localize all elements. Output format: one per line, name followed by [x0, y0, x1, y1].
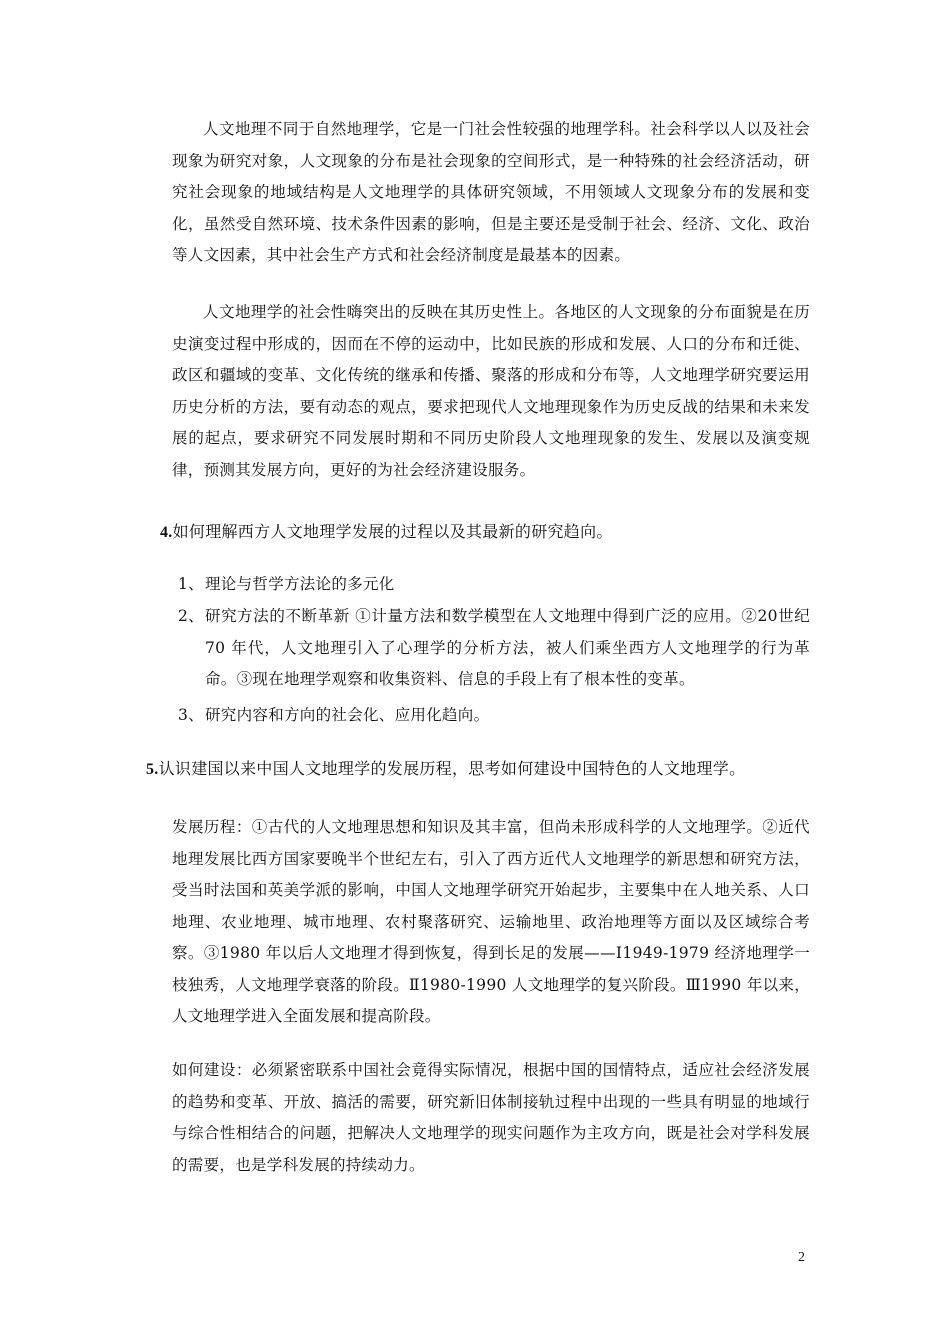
- list-item-number: 2、: [178, 607, 204, 625]
- list-item-2: [178, 601, 810, 696]
- question-4-number: 4.: [160, 524, 173, 541]
- paragraph-how-to-build: 如何建设：必须紧密联系中国社会竟得实际情况，根据中国的国情特点，适应社会经济发展的趋势和变革、开放、搞活的需要，研究新旧体制接轨过程中出现的一些具有明显的地域行与综合性相结合的问题，把解决人文地理学的现实问题作为主攻方向，既是社会对学科发展的需要，也是学科发展的持续动力。: [172, 1061, 810, 1174]
- question-5: [146, 755, 745, 784]
- list-item-1: [178, 569, 810, 601]
- list-item-text: 研究方法的不断革新 ①计量方法和数学模型在人文地理中得到广泛的应用。②20世纪 70 年代，人文地理引入了心理学的分析方法，被人们乘坐西方人文地理学的行为革命。③现在地理学观察和收集资料、信息的手段上有了根本性的变革。: [205, 607, 810, 688]
- paragraph-development-history: 发展历程：①古代的人文地理思想和知识及其丰富，但尚未形成科学的人文地理学。②近代地理发展比西方国家要晚半个世纪左右，引入了西方近代人文地理学的新思想和研究方法，受当时法国和英美学派的影响，中国人文地理学研究开始起步，主要集中在人地关系、人口地理、农业地理、城市地理、农村聚落研究、运输地里、政治地理等方面以及区域综合考察。③1980 年以后人文地理才得到恢复，得到长足的发展——Ⅰ1949-1979 经济地理学一枝独秀，人文地理学衰落的阶段。Ⅱ1980-1990 人文地理学的复兴阶段。Ⅲ1990 年以来，人文地理学进入全面发展和提高阶段。: [172, 818, 811, 1025]
- paragraph-social-nature: 人文地理不同于自然地理学，它是一门社会性较强的地理学科。社会科学以人以及社会现象为研究对象，人文现象的分布是社会现象的空间形式，是一种特殊的社会经济活动，研究社会现象的地域结构是人文地理学的具体研究领域，不用领域人文现象分布的发展和变化，虽然受自然环境、技术条件因素的影响，但是主要还是受制于社会、经济、文化、政治等人文因素，其中社会生产方式和社会经济制度是最基本的因素。: [172, 120, 810, 264]
- page-number: 2: [798, 1250, 805, 1265]
- question-4-text: 如何理解西方人文地理学发展的过程以及其最新的研究趋向。: [172, 522, 613, 541]
- question-5-number: 5.: [146, 761, 159, 778]
- question-5-text: 认识建国以来中国人文地理学的发展历程，思考如何建设中国特色的人文地理学。: [158, 759, 746, 778]
- list-item-number: 1、: [178, 575, 204, 593]
- question-4: [160, 518, 613, 547]
- list-item-text: 研究内容和方向的社会化、应用化趋向。: [205, 706, 490, 724]
- paragraph-historical-nature: 人文地理学的社会性嗨突出的反映在其历史性上。各地区的人文现象的分布面貌是在历史演变过程中形成的，因而在不停的运动中，比如民族的形成和发展、人口的分布和迁徙、政区和疆域的变革、文化传统的继承和传播、聚落的形成和分布等，人文地理学研究要运用历史分析的方法，要有动态的观点，要求把现代人文地理现象作为历史反战的结果和未来发展的起点，要求研究不同发展时期和不同历史阶段人文地理现象的发生、发展以及演变规律，预测其发展方向，更好的为社会经济建设服务。: [172, 303, 810, 479]
- list-item-number: 3、: [178, 706, 204, 724]
- list-item-3: [178, 700, 810, 732]
- list-item-text: 理论与哲学方法论的多元化: [205, 575, 395, 593]
